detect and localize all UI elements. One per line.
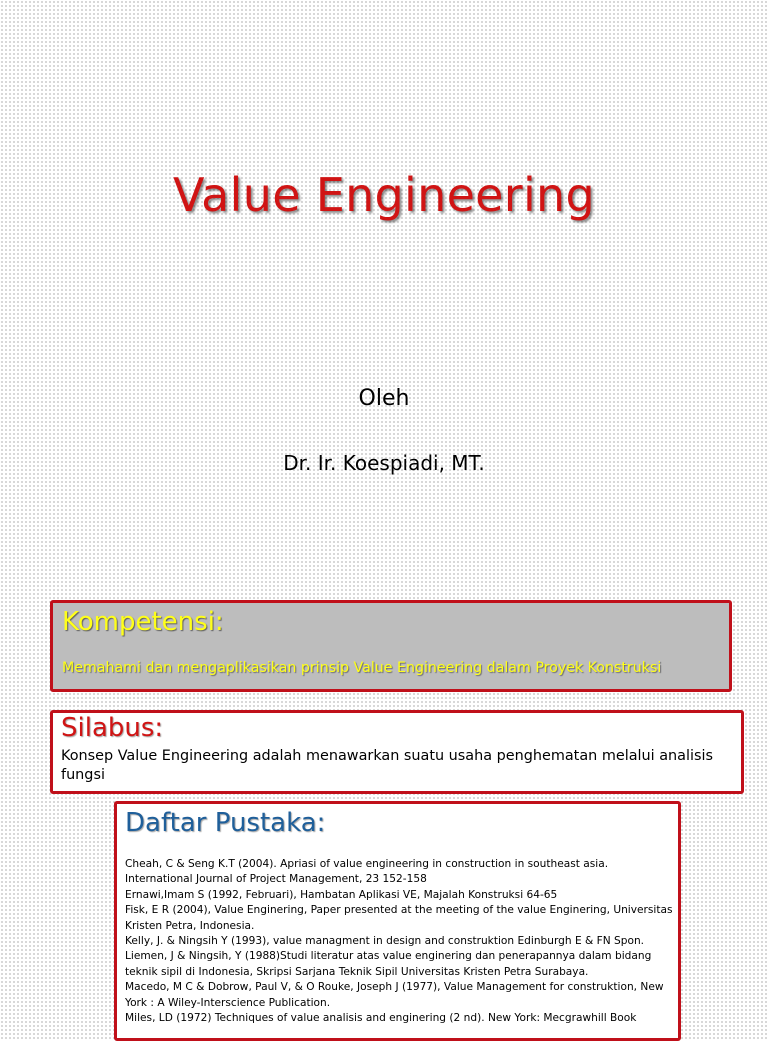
silabus-box [50, 710, 744, 794]
slide-title: Value Engineering [172, 168, 596, 222]
kompetensi-box [50, 600, 732, 692]
author-label: Oleh [358, 386, 410, 411]
reference-item: Macedo, M C & Dobrow, Paul V, & O Rouke, Joseph J (1977), Value Management for construktion, New York : A Wiley-Interscience Publication. [125, 981, 664, 1009]
daftar-pustaka-box [114, 801, 681, 1041]
kompetensi-text: Memahami dan mengaplikasikan prinsip Value Engineering dalam Proyek Konstruksi [62, 660, 662, 676]
reference-item: Liemen, J & Ningsih, Y (1988)Studi literatur atas value enginering dan penerapannya dalam bidang teknik sipil di Indonesia, Skripsi Sarjana Teknik Sipil Universitas Kristen Petra Surabaya. [125, 950, 652, 978]
reference-item: Fisk, E R (2004), Value Enginering, Paper presented at the meeting of the value Enginering, Universitas Kristen Petra, Indonesia. [125, 904, 673, 932]
reference-item: Cheah, C & Seng K.T (2004). Apriasi of value engineering in construction in southeast asia. International Journal of Project Management, 23 152-158 [125, 858, 609, 886]
reference-item: Kelly, J. & Ningsih Y (1993), value managment in design and construktion Edinburgh E & FN Spon. [125, 935, 645, 948]
reference-item: Ernawi,Imam S (1992, Februari), Hambatan Aplikasi VE, Majalah Konstruksi 64-65 [125, 888, 558, 901]
reference-list [125, 857, 677, 1026]
kompetensi-heading: Kompetensi: [62, 607, 224, 637]
author-name: Dr. Ir. Koespiadi, MT. [283, 451, 485, 475]
silabus-text: Konsep Value Engineering adalah menawarkan suatu usaha penghematan melalui analisis fungsi [61, 748, 713, 783]
reference-item: Miles, LD (1972) Techniques of value analisis and enginering (2 nd). New York: Mecgrawhill Book [125, 1012, 637, 1025]
silabus-heading: Silabus: [61, 713, 164, 743]
daftar-pustaka-heading: Daftar Pustaka: [125, 808, 326, 838]
